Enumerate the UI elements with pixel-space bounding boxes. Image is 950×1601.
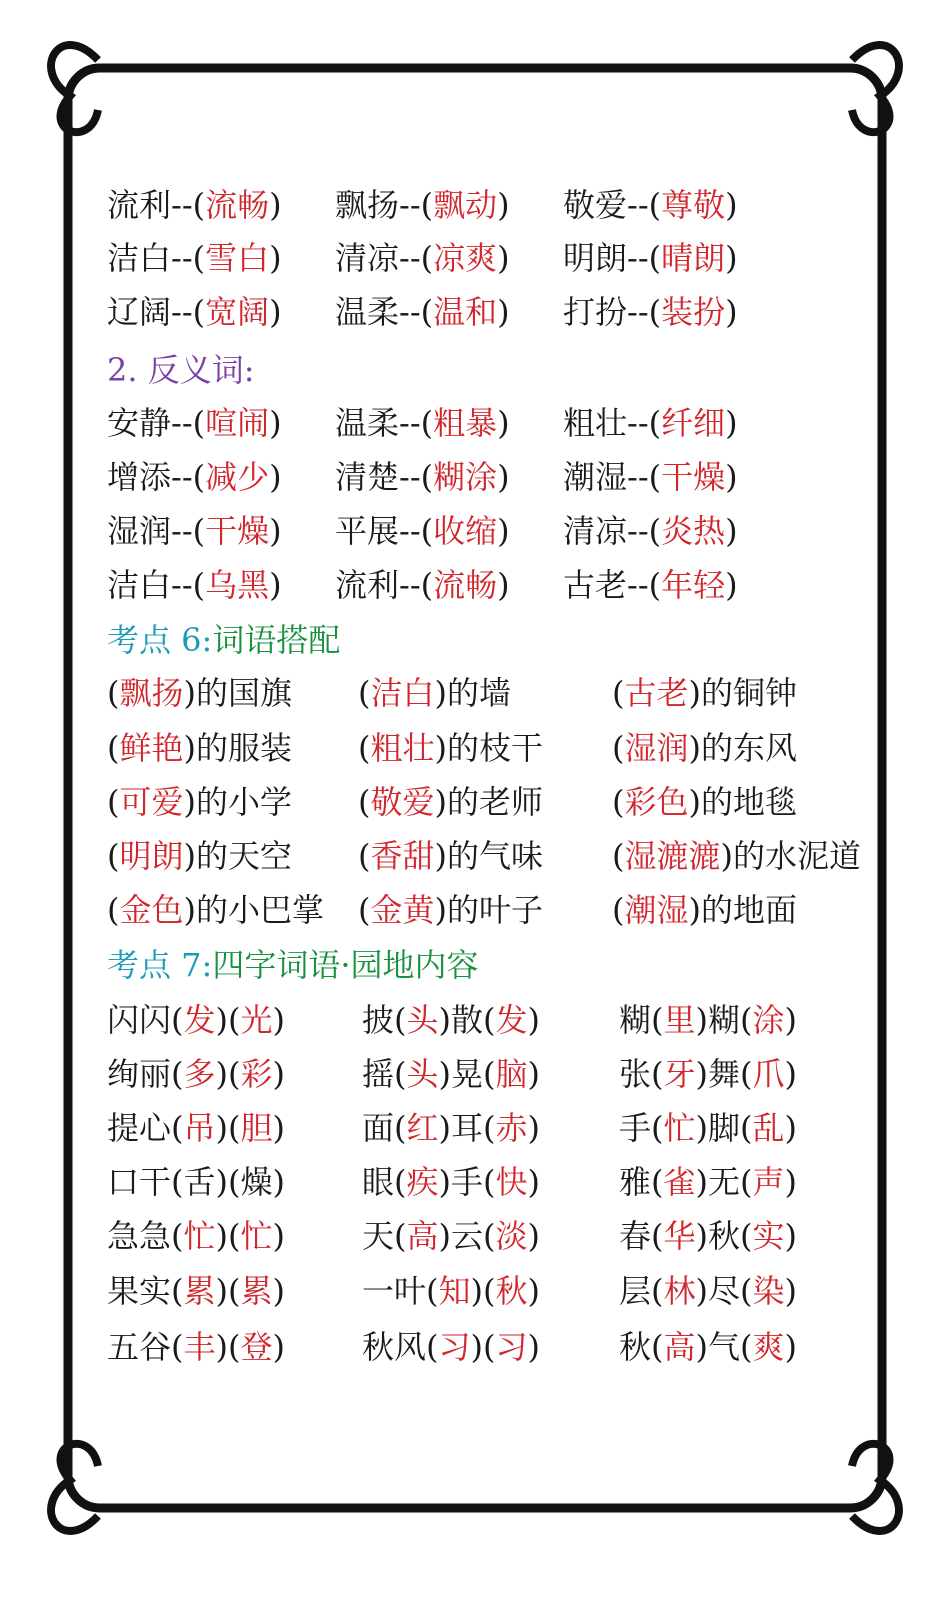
collocation-item [358, 831, 543, 881]
idiom-answer: 忙 [240, 1217, 273, 1255]
synonym-text: 清凉--( [335, 239, 434, 277]
collocation-answer: 潮湿 [624, 891, 689, 929]
idiom-answer: 头 [406, 1055, 439, 1093]
idiom-item [619, 1103, 797, 1153]
collocation-item [612, 668, 797, 718]
idiom-text: 摇( [362, 1055, 407, 1093]
collocation-text: ( [612, 837, 625, 875]
idiom-item [107, 995, 285, 1045]
antonym-text: 增添--( [107, 458, 206, 496]
idiom-text: 果实( [107, 1272, 184, 1310]
synonym-item [107, 287, 282, 337]
collocation-text: )的天空 [183, 837, 292, 875]
synonym-item [563, 287, 738, 337]
idiom-answer: 习 [495, 1328, 528, 1366]
collocation-text: )的国旗 [183, 674, 292, 712]
antonym-text: ) [725, 404, 738, 442]
collocation-text: ( [612, 674, 625, 712]
antonym-answer: 乌黑 [205, 566, 270, 604]
idiom-text: ) [272, 1055, 285, 1093]
idiom-item [619, 1049, 797, 1099]
collocation-answer: 鲜艳 [119, 729, 184, 767]
idiom-answer: 爪 [752, 1055, 785, 1093]
idiom-answer: 林 [663, 1272, 696, 1310]
idiom-item [619, 1322, 797, 1372]
idiom-answer: 发 [183, 1001, 216, 1039]
antonym-answer: 收缩 [433, 512, 498, 550]
synonym-row [0, 287, 950, 337]
collocation-answer: 金黄 [370, 891, 435, 929]
heading-kaodian-6-prefix: 考点 6: [107, 621, 213, 659]
idiom-text: 五谷( [107, 1328, 184, 1366]
synonym-text: 洁白--( [107, 239, 206, 277]
idiom-answer: 胆 [240, 1109, 273, 1147]
idiom-answer: 快 [495, 1163, 528, 1201]
idiom-item [362, 1322, 540, 1372]
antonym-answer: 减少 [205, 458, 270, 496]
synonym-text: ) [725, 293, 738, 331]
collocation-item [107, 831, 292, 881]
collocation-item [358, 723, 543, 773]
collocation-text: )的服装 [183, 729, 292, 767]
antonym-answer: 粗暴 [433, 404, 498, 442]
antonym-item [563, 398, 738, 448]
collocation-item [612, 723, 797, 773]
idiom-text: 闪闪( [107, 1001, 184, 1039]
idiom-item [619, 1157, 797, 1207]
idiom-answer: 高 [406, 1217, 439, 1255]
collocation-text: )的小巴掌 [183, 891, 324, 929]
idiom-answer: 习 [438, 1328, 471, 1366]
idiom-item [107, 1211, 285, 1261]
synonym-row [0, 233, 950, 283]
antonym-item [107, 452, 282, 502]
idiom-answer: 头 [406, 1001, 439, 1039]
synonym-answer: 飘动 [433, 186, 498, 224]
idiom-text: ) [784, 1055, 797, 1093]
antonym-text: 平展--( [335, 512, 434, 550]
collocation-answer: 明朗 [119, 837, 184, 875]
idiom-text: )秋( [695, 1217, 753, 1255]
synonym-text: 辽阔--( [107, 293, 206, 331]
idiom-text: )手( [438, 1163, 496, 1201]
idiom-answer: 多 [183, 1055, 216, 1093]
idiom-item [107, 1322, 285, 1372]
idiom-text: ) [784, 1163, 797, 1201]
collocation-text: ( [612, 891, 625, 929]
collocation-answer: 粗壮 [370, 729, 435, 767]
antonym-text: ) [269, 566, 282, 604]
synonym-answer: 尊敬 [661, 186, 726, 224]
collocation-item [612, 777, 797, 827]
antonym-text: ) [269, 458, 282, 496]
idiom-text: ) [527, 1328, 540, 1366]
collocation-text: )的叶子 [434, 891, 543, 929]
collocation-row [0, 831, 950, 881]
collocation-text: )的墙 [434, 674, 511, 712]
idiom-text: 张( [619, 1055, 664, 1093]
idiom-text: )( [215, 1055, 241, 1093]
collocation-row [0, 723, 950, 773]
collocation-text: )的小学 [183, 783, 292, 821]
collocation-text: ( [107, 837, 120, 875]
collocation-text: ( [358, 783, 371, 821]
idiom-text: ) [784, 1109, 797, 1147]
antonym-answer: 喧闹 [205, 404, 270, 442]
idiom-text: )糊( [695, 1001, 753, 1039]
idiom-text: )尽( [695, 1272, 753, 1310]
collocation-row [0, 777, 950, 827]
antonym-text: 流利--( [335, 566, 434, 604]
idiom-answer: 牙 [663, 1055, 696, 1093]
antonym-text: 清楚--( [335, 458, 434, 496]
idiom-text: ) [527, 1272, 540, 1310]
antonym-item [335, 398, 510, 448]
heading-kaodian-7-title: 四字词语·园地内容 [212, 946, 479, 984]
idiom-text: )无( [695, 1163, 753, 1201]
idiom-text: )( [215, 1217, 241, 1255]
idiom-text: )( [215, 1001, 241, 1039]
collocation-item [612, 831, 861, 881]
idiom-text: 眼( [362, 1163, 407, 1201]
idiom-answer: 累 [183, 1272, 216, 1310]
idiom-text: ) [272, 1328, 285, 1366]
idiom-text: ) [272, 1109, 285, 1147]
idiom-row [0, 1211, 950, 1261]
antonym-text: ) [497, 404, 510, 442]
antonym-item [107, 506, 282, 556]
idiom-answer: 雀 [663, 1163, 696, 1201]
collocation-text: ( [107, 674, 120, 712]
heading-kaodian-7 [107, 940, 479, 990]
collocation-text: ( [612, 729, 625, 767]
idiom-item [362, 1266, 540, 1316]
synonym-text: ) [269, 186, 282, 224]
idiom-text: )( [470, 1272, 496, 1310]
idiom-row [0, 1266, 950, 1316]
synonym-text: 敬爱--( [563, 186, 662, 224]
collocation-answer: 古老 [624, 674, 689, 712]
heading-kaodian-6 [107, 615, 340, 665]
collocation-text: )的东风 [688, 729, 797, 767]
idiom-text: 面( [362, 1109, 407, 1147]
collocation-text: )的水泥道 [720, 837, 861, 875]
idiom-item [362, 1211, 540, 1261]
heading-kaodian-7-prefix: 考点 7: [107, 946, 213, 984]
idiom-item [107, 1157, 285, 1207]
antonym-text: ) [269, 512, 282, 550]
antonym-row [0, 506, 950, 556]
idiom-row [0, 1157, 950, 1207]
antonym-answer: 纤细 [661, 404, 726, 442]
collocation-answer: 香甜 [370, 837, 435, 875]
idiom-text: 雅( [619, 1163, 664, 1201]
idiom-answer: 发 [495, 1001, 528, 1039]
idiom-answer: 秋 [495, 1272, 528, 1310]
idiom-text: 糊( [619, 1001, 664, 1039]
synonym-item [107, 233, 282, 283]
synonym-answer: 雪白 [205, 239, 270, 277]
antonym-item [563, 560, 738, 610]
idiom-text: 一叶( [362, 1272, 439, 1310]
idiom-text: 急急( [107, 1217, 184, 1255]
idiom-answer: 染 [752, 1272, 785, 1310]
antonym-item [107, 560, 282, 610]
idiom-text: 手( [619, 1109, 664, 1147]
collocation-answer: 敬爱 [370, 783, 435, 821]
synonym-answer: 温和 [433, 293, 498, 331]
antonym-text: 清凉--( [563, 512, 662, 550]
synonym-text: ) [725, 186, 738, 224]
collocation-text: )的老师 [434, 783, 543, 821]
collocation-text: ( [107, 891, 120, 929]
idiom-answer: 疾 [406, 1163, 439, 1201]
idiom-item [107, 1266, 285, 1316]
idiom-item [619, 995, 797, 1045]
antonym-text: 粗壮--( [563, 404, 662, 442]
synonym-row [0, 180, 950, 230]
idiom-text: ) [527, 1217, 540, 1255]
idiom-text: ) [527, 1163, 540, 1201]
synonym-text: ) [497, 293, 510, 331]
idiom-row [0, 1103, 950, 1153]
collocation-item [612, 885, 797, 935]
idiom-text: ) [527, 1055, 540, 1093]
antonym-row [0, 452, 950, 502]
idiom-text: )( [215, 1109, 241, 1147]
collocation-item [107, 668, 292, 718]
idiom-answer: 忙 [183, 1217, 216, 1255]
collocation-answer: 湿润 [624, 729, 689, 767]
antonym-text: ) [725, 458, 738, 496]
synonym-item [335, 180, 510, 230]
collocation-text: )的铜钟 [688, 674, 797, 712]
antonym-row [0, 398, 950, 448]
idiom-answer: 忙 [663, 1109, 696, 1147]
collocation-answer: 金色 [119, 891, 184, 929]
idiom-text: ) [784, 1217, 797, 1255]
idiom-text: 披( [362, 1001, 407, 1039]
collocation-item [107, 885, 324, 935]
idiom-text: 层( [619, 1272, 664, 1310]
synonym-item [563, 180, 738, 230]
idiom-answer: 声 [752, 1163, 785, 1201]
collocation-text: )的地面 [688, 891, 797, 929]
synonym-answer: 宽阔 [205, 293, 270, 331]
antonym-item [563, 506, 738, 556]
idiom-text: )( [470, 1328, 496, 1366]
synonym-item [107, 180, 282, 230]
idiom-answer: 乱 [752, 1109, 785, 1147]
synonym-answer: 凉爽 [433, 239, 498, 277]
collocation-row [0, 668, 950, 718]
collocation-text: )的地毯 [688, 783, 797, 821]
antonym-item [107, 398, 282, 448]
antonym-text: ) [725, 512, 738, 550]
collocation-answer: 洁白 [370, 674, 435, 712]
idiom-item [619, 1211, 797, 1261]
idiom-text: ) [784, 1272, 797, 1310]
collocation-text: )的气味 [434, 837, 543, 875]
idiom-text: )耳( [438, 1109, 496, 1147]
antonym-text: 潮湿--( [563, 458, 662, 496]
idiom-item [362, 1157, 540, 1207]
idiom-row [0, 995, 950, 1045]
collocation-text: ( [612, 783, 625, 821]
synonym-text: 流利--( [107, 186, 206, 224]
idiom-text: ) [272, 1272, 285, 1310]
idiom-text: ) [784, 1001, 797, 1039]
collocation-text: ( [358, 674, 371, 712]
idiom-answer: 知 [438, 1272, 471, 1310]
synonym-text: ) [269, 239, 282, 277]
idiom-answer: 丰 [183, 1328, 216, 1366]
synonym-text: 温柔--( [335, 293, 434, 331]
synonym-text: ) [725, 239, 738, 277]
idiom-text: )晃( [438, 1055, 496, 1093]
idiom-answer: 华 [663, 1217, 696, 1255]
synonym-item [563, 233, 738, 283]
antonym-answer: 流畅 [433, 566, 498, 604]
collocation-item [358, 668, 511, 718]
heading-antonyms-text: 2. 反义词: [107, 351, 255, 389]
idiom-text: ) [272, 1001, 285, 1039]
idiom-text: ) [527, 1109, 540, 1147]
idiom-row [0, 1322, 950, 1372]
idiom-answer: 赤 [495, 1109, 528, 1147]
idiom-text: 春( [619, 1217, 664, 1255]
collocation-text: ( [358, 837, 371, 875]
collocation-answer: 彩色 [624, 783, 689, 821]
idiom-answer: 光 [240, 1001, 273, 1039]
idiom-answer: 脑 [495, 1055, 528, 1093]
idiom-text: ) [784, 1328, 797, 1366]
idiom-text: 提心( [107, 1109, 184, 1147]
idiom-answer: 淡 [495, 1217, 528, 1255]
antonym-text: ) [497, 458, 510, 496]
collocation-answer: 可爱 [119, 783, 184, 821]
idiom-row [0, 1049, 950, 1099]
collocation-item [358, 777, 543, 827]
heading-antonyms [107, 345, 255, 395]
collocation-text: ( [358, 891, 371, 929]
antonym-text: 温柔--( [335, 404, 434, 442]
idiom-text: )( [215, 1272, 241, 1310]
collocation-answer: 湿漉漉 [624, 837, 721, 875]
idiom-text: ) [527, 1001, 540, 1039]
idiom-text: )( [215, 1328, 241, 1366]
antonym-item [335, 452, 510, 502]
idiom-text: )舞( [695, 1055, 753, 1093]
idiom-answer: 爽 [752, 1328, 785, 1366]
idiom-text: 绚丽( [107, 1055, 184, 1093]
collocation-text: ( [107, 729, 120, 767]
antonym-text: 洁白--( [107, 566, 206, 604]
synonym-text: 明朗--( [563, 239, 662, 277]
antonym-item [563, 452, 738, 502]
antonym-item [335, 560, 510, 610]
collocation-row [0, 885, 950, 935]
idiom-text: 口干(舌)(燥) [107, 1163, 285, 1201]
synonym-text: ) [497, 186, 510, 224]
synonym-text: 打扮--( [563, 293, 662, 331]
antonym-item [335, 506, 510, 556]
idiom-text: ) [272, 1217, 285, 1255]
synonym-item [335, 287, 510, 337]
antonym-answer: 干燥 [661, 458, 726, 496]
idiom-item [362, 1049, 540, 1099]
idiom-item [107, 1103, 285, 1153]
antonym-text: 湿润--( [107, 512, 206, 550]
collocation-answer: 飘扬 [119, 674, 184, 712]
idiom-text: 秋风( [362, 1328, 439, 1366]
antonym-row [0, 560, 950, 610]
synonym-item [335, 233, 510, 283]
heading-kaodian-6-title: 词语搭配 [212, 621, 341, 659]
synonym-answer: 装扮 [661, 293, 726, 331]
idiom-item [362, 995, 540, 1045]
collocation-item [358, 885, 543, 935]
antonym-answer: 炎热 [661, 512, 726, 550]
idiom-answer: 涂 [752, 1001, 785, 1039]
collocation-text: )的枝干 [434, 729, 543, 767]
antonym-answer: 干燥 [205, 512, 270, 550]
idiom-item [619, 1266, 797, 1316]
idiom-answer: 彩 [240, 1055, 273, 1093]
idiom-answer: 红 [406, 1109, 439, 1147]
idiom-answer: 实 [752, 1217, 785, 1255]
antonym-answer: 年轻 [661, 566, 726, 604]
idiom-text: )散( [438, 1001, 496, 1039]
collocation-item [107, 777, 292, 827]
synonym-answer: 晴朗 [661, 239, 726, 277]
idiom-text: 秋( [619, 1328, 664, 1366]
idiom-answer: 高 [663, 1328, 696, 1366]
antonym-text: ) [725, 566, 738, 604]
idiom-answer: 吊 [183, 1109, 216, 1147]
antonym-text: ) [497, 512, 510, 550]
idiom-answer: 里 [663, 1001, 696, 1039]
collocation-text: ( [358, 729, 371, 767]
antonym-text: 安静--( [107, 404, 206, 442]
antonym-text: ) [497, 566, 510, 604]
idiom-text: )云( [438, 1217, 496, 1255]
antonym-text: 古老--( [563, 566, 662, 604]
antonym-text: ) [269, 404, 282, 442]
idiom-text: 天( [362, 1217, 407, 1255]
collocation-text: ( [107, 783, 120, 821]
idiom-item [362, 1103, 540, 1153]
idiom-answer: 累 [240, 1272, 273, 1310]
collocation-item [107, 723, 292, 773]
idiom-text: )气( [695, 1328, 753, 1366]
antonym-answer: 糊涂 [433, 458, 498, 496]
synonym-text: ) [497, 239, 510, 277]
synonym-answer: 流畅 [205, 186, 270, 224]
idiom-item [107, 1049, 285, 1099]
idiom-text: )脚( [695, 1109, 753, 1147]
synonym-text: ) [269, 293, 282, 331]
synonym-text: 飘扬--( [335, 186, 434, 224]
idiom-answer: 登 [240, 1328, 273, 1366]
